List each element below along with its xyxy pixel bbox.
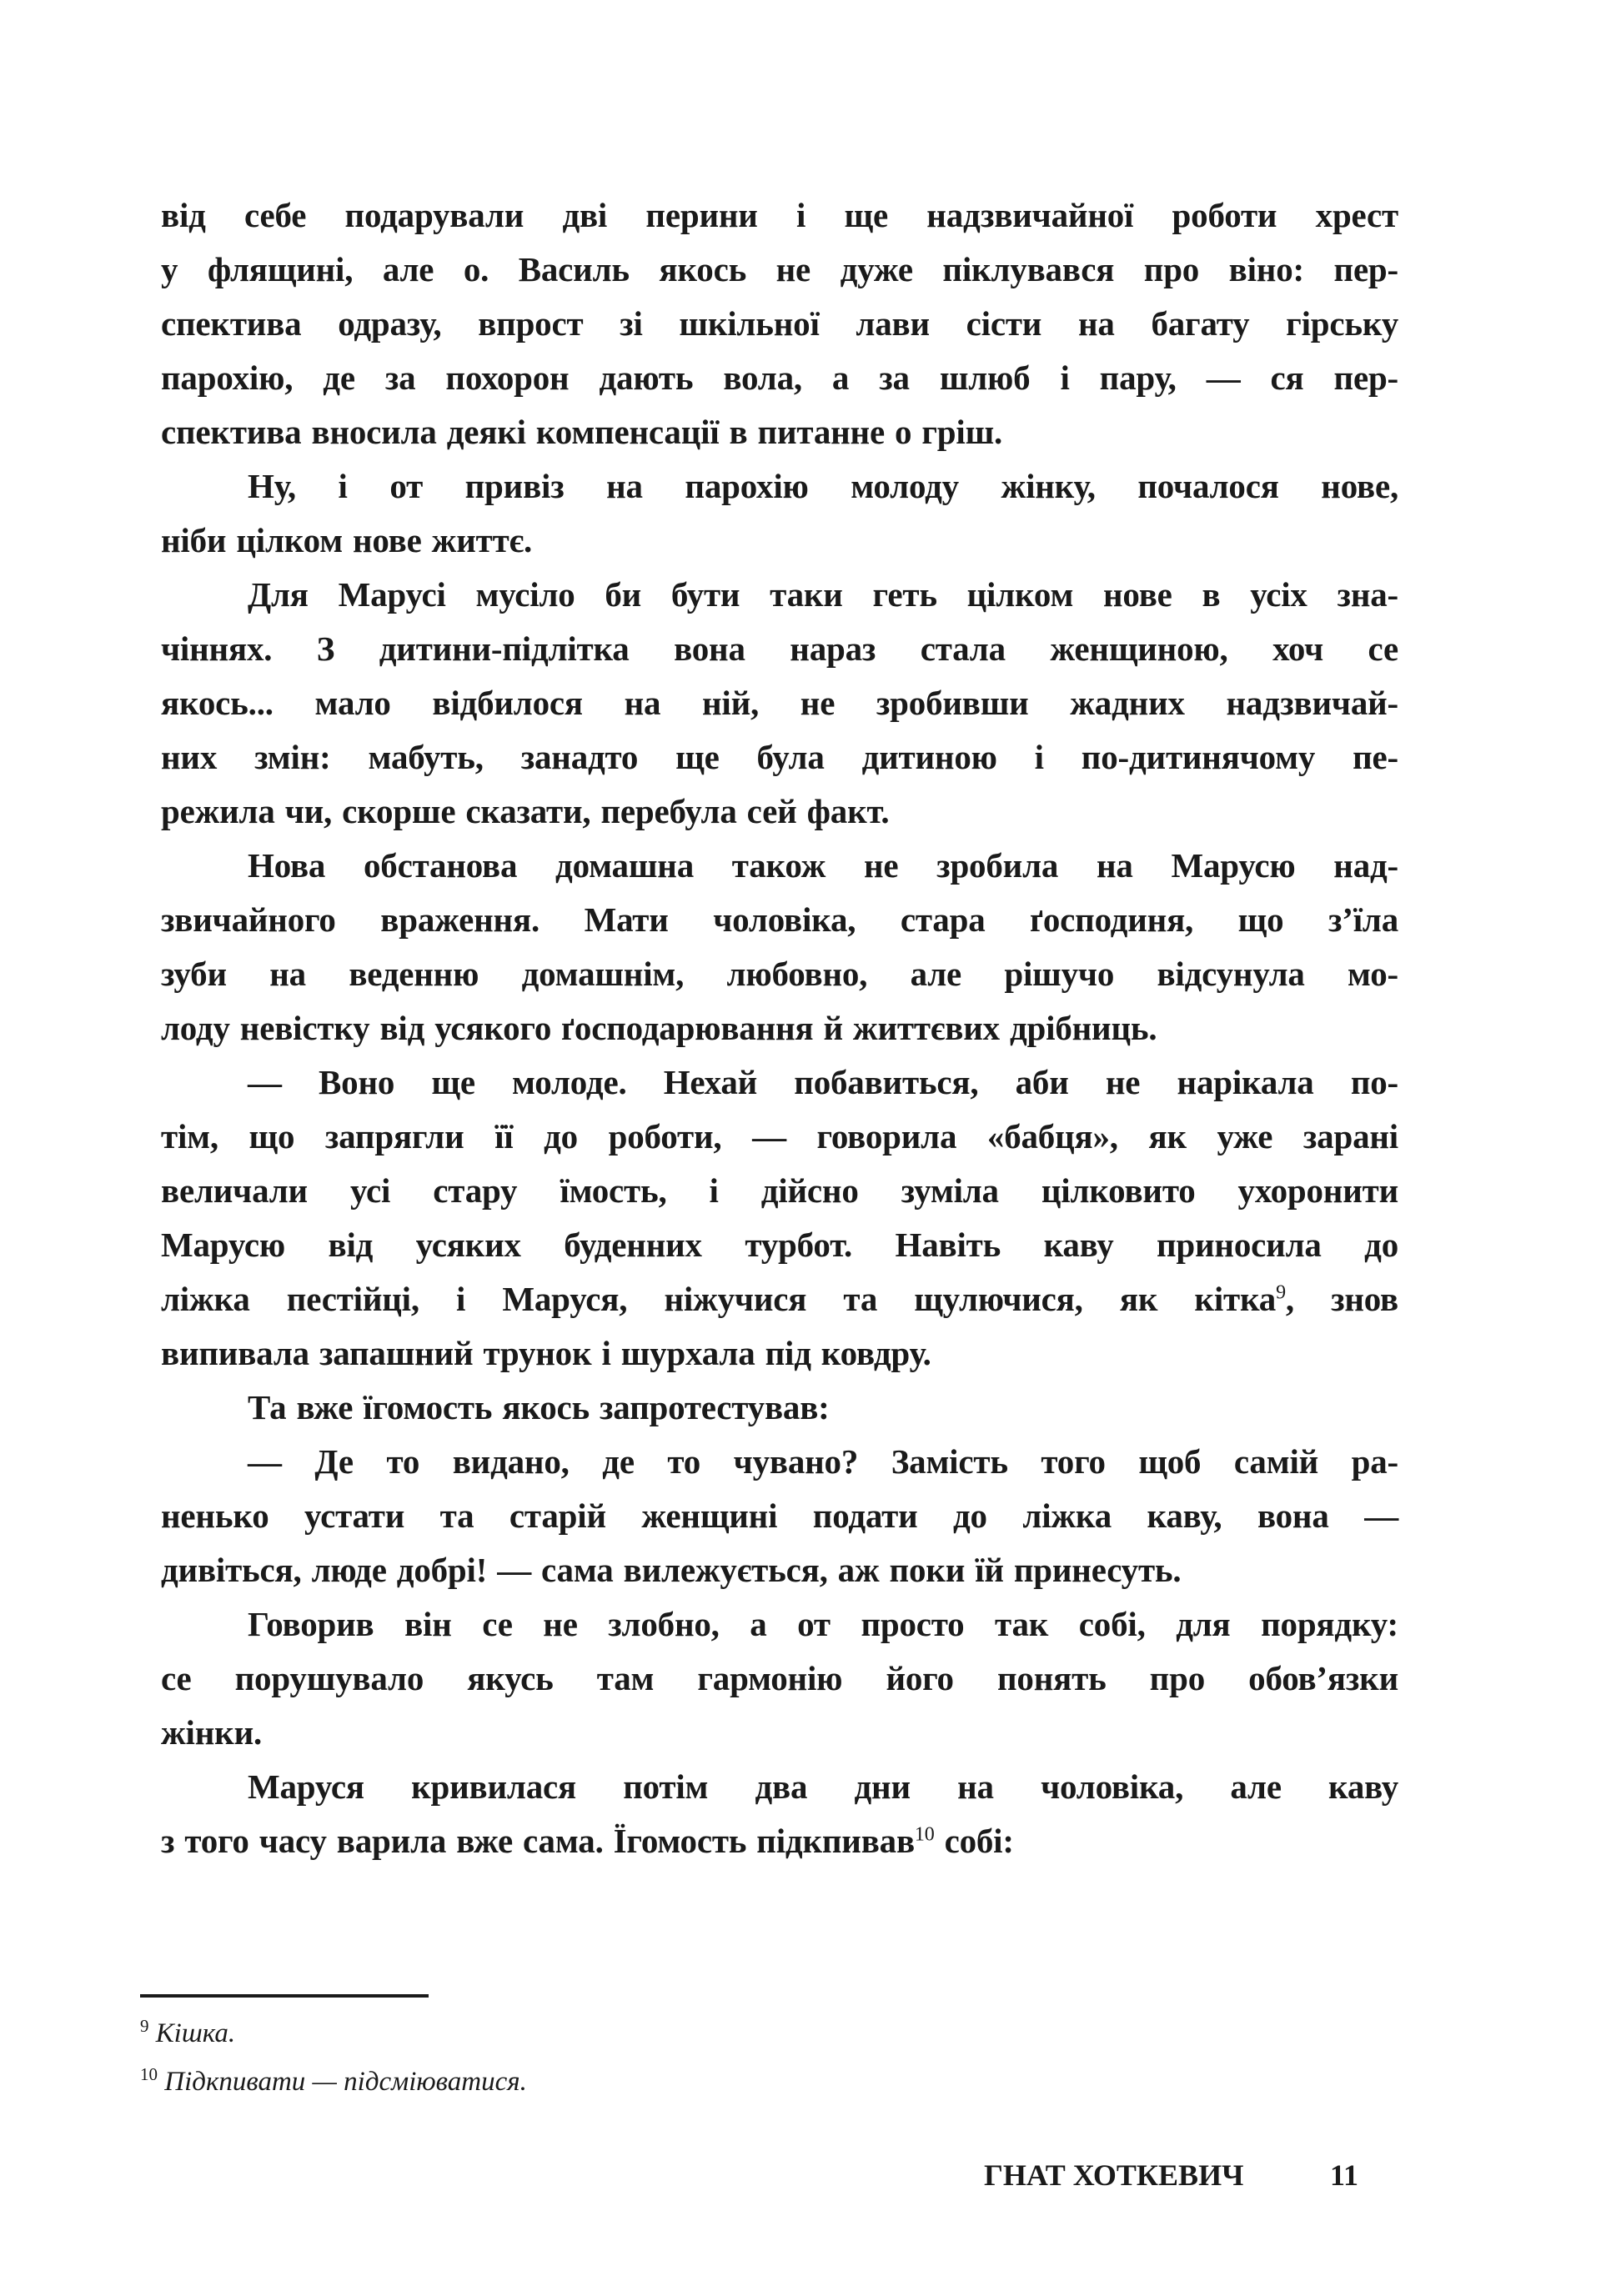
text-line	[161, 1489, 1398, 1543]
text-line-content: них змін: мабуть, занадто ще була дитиною і по-дитинячому пе-	[161, 738, 1398, 776]
text-line	[161, 568, 1398, 622]
text-line-content: ненько устати та старій женщині подати до ліжка каву, вона —	[161, 1496, 1398, 1535]
text-line-content: Говорив він се не злобно, а от просто так собі, для порядку:	[248, 1605, 1398, 1643]
text-line-content: тім, що запрягли її до роботи, — говорила «бабця», як уже зарані	[161, 1117, 1398, 1156]
text-line-content: — Воно ще молоде. Нехай побавиться, аби не нарікала по-	[248, 1063, 1398, 1101]
text-line-content: випивала запашний трунок і шурхала під ковдру.	[161, 1334, 931, 1372]
text-line	[161, 1001, 1398, 1055]
text-line-content: Нова обстанова домашна також не зробила на Марусю над-	[248, 846, 1398, 885]
text-line	[161, 188, 1398, 243]
text-line-content: у флящині, але о. Василь якось не дуже піклувався про віно: пер-	[161, 250, 1398, 288]
text-line	[161, 1706, 1398, 1760]
text-line-content: Для Марусі мусіло би бути таки геть цілком нове в усіх зна-	[248, 575, 1398, 614]
footnote-separator	[140, 1994, 429, 1998]
page-number: 11	[1330, 2158, 1359, 2192]
text-line	[161, 1055, 1398, 1110]
text-line-content: лоду невістку від усякого ґосподарювання й життєвих дрібниць.	[161, 1009, 1157, 1047]
text-line	[161, 1543, 1398, 1597]
footnote-9	[140, 2009, 527, 2058]
text-line	[161, 1164, 1398, 1218]
text-line-content: жінки.	[161, 1713, 263, 1752]
footnote-text: Кішка.	[155, 2018, 236, 2048]
text-line	[161, 351, 1398, 405]
text-line-content: ліжка пестійці, і Маруся, ніжучися та щулючися, як кітка	[161, 1280, 1277, 1318]
text-line	[161, 947, 1398, 1001]
text-line	[161, 297, 1398, 351]
text-line-content: ніби цілком нове життє.	[161, 521, 533, 559]
footnote-number: 10	[140, 2064, 158, 2084]
text-line	[161, 1110, 1398, 1164]
text-line-content: се порушувало якусь там гармонію його понять про обов’язки	[161, 1659, 1398, 1697]
text-line	[161, 243, 1398, 297]
text-line	[161, 1272, 1398, 1326]
text-line-content: режила чи, скорше сказати, перебула сей факт.	[161, 792, 890, 830]
text-line-content: дивіться, люде добрі! — сама вилежується, аж поки їй принесуть.	[161, 1551, 1182, 1589]
text-line	[161, 676, 1398, 730]
text-line	[161, 785, 1398, 839]
running-footer-author: ГНАТ ХОТКЕВИЧ	[984, 2158, 1244, 2192]
text-line	[161, 1814, 1398, 1868]
footnote-10	[140, 2058, 527, 2106]
footnote-text: Підкпивати — підсміюватися.	[164, 2067, 527, 2097]
text-line	[161, 459, 1398, 514]
text-line-content: парохію, де за похорон дають вола, а за шлюб і пару, — ся пер-	[161, 358, 1398, 397]
text-line-content: якось... мало відбилося на ній, не зробивши жадних надзвичай-	[161, 684, 1398, 722]
text-line-content: Ну, і от привіз на парохію молоду жінку, почалося нове,	[248, 467, 1398, 505]
text-line	[161, 730, 1398, 785]
text-line	[161, 1381, 1398, 1435]
text-line-continuation: , знов	[1285, 1280, 1398, 1318]
text-line	[161, 514, 1398, 568]
text-line-continuation: собі:	[934, 1822, 1014, 1860]
text-line	[161, 1760, 1398, 1814]
footnotes	[140, 2009, 527, 2106]
text-line-content: звичайного враження. Мати чоловіка, стара ґосподиня, що з’їла	[161, 900, 1398, 939]
text-line	[161, 1435, 1398, 1489]
footnote-reference: 9	[1276, 1281, 1286, 1304]
text-line-content: Маруся кривилася потім два дни на чоловіка, але каву	[248, 1767, 1398, 1806]
text-line	[161, 893, 1398, 947]
text-line	[161, 405, 1398, 459]
text-line-content: зуби на веденню домашнім, любовно, але рішучо відсунула мо-	[161, 955, 1398, 993]
text-line	[161, 1218, 1398, 1272]
text-line-content: Та вже їгомость якось запротестував:	[248, 1388, 830, 1426]
text-line-content: спектива вносила деякі компенсації в питанне о гріш.	[161, 413, 1003, 451]
footnote-number: 9	[140, 2016, 149, 2036]
text-line-content: Марусю від усяких буденних турбот. Навіть каву приносила до	[161, 1226, 1398, 1264]
text-line	[161, 622, 1398, 676]
text-line-content: величали усі стару їмость, і дійсно зуміла цілковито ухоронити	[161, 1171, 1398, 1210]
text-line	[161, 839, 1398, 893]
text-line-content: — Де то видано, де то чувано? Замість того щоб самій ра-	[248, 1442, 1398, 1481]
text-line	[161, 1326, 1398, 1381]
text-line-content: з того часу варила вже сама. Їгомость підкпивав	[161, 1822, 915, 1860]
footnote-reference: 10	[914, 1823, 935, 1846]
text-line-content: від себе подарували дві перини і ще надзвичайної роботи хрест	[161, 196, 1398, 234]
text-line-content: чіннях. З дитини-підлітка вона нараз стала женщиною, хоч се	[161, 629, 1398, 668]
text-line-content: спектива одразу, впрост зі шкільної лави сісти на багату гірську	[161, 304, 1398, 343]
text-line	[161, 1652, 1398, 1706]
text-line	[161, 1597, 1398, 1652]
body-text	[161, 188, 1398, 1868]
